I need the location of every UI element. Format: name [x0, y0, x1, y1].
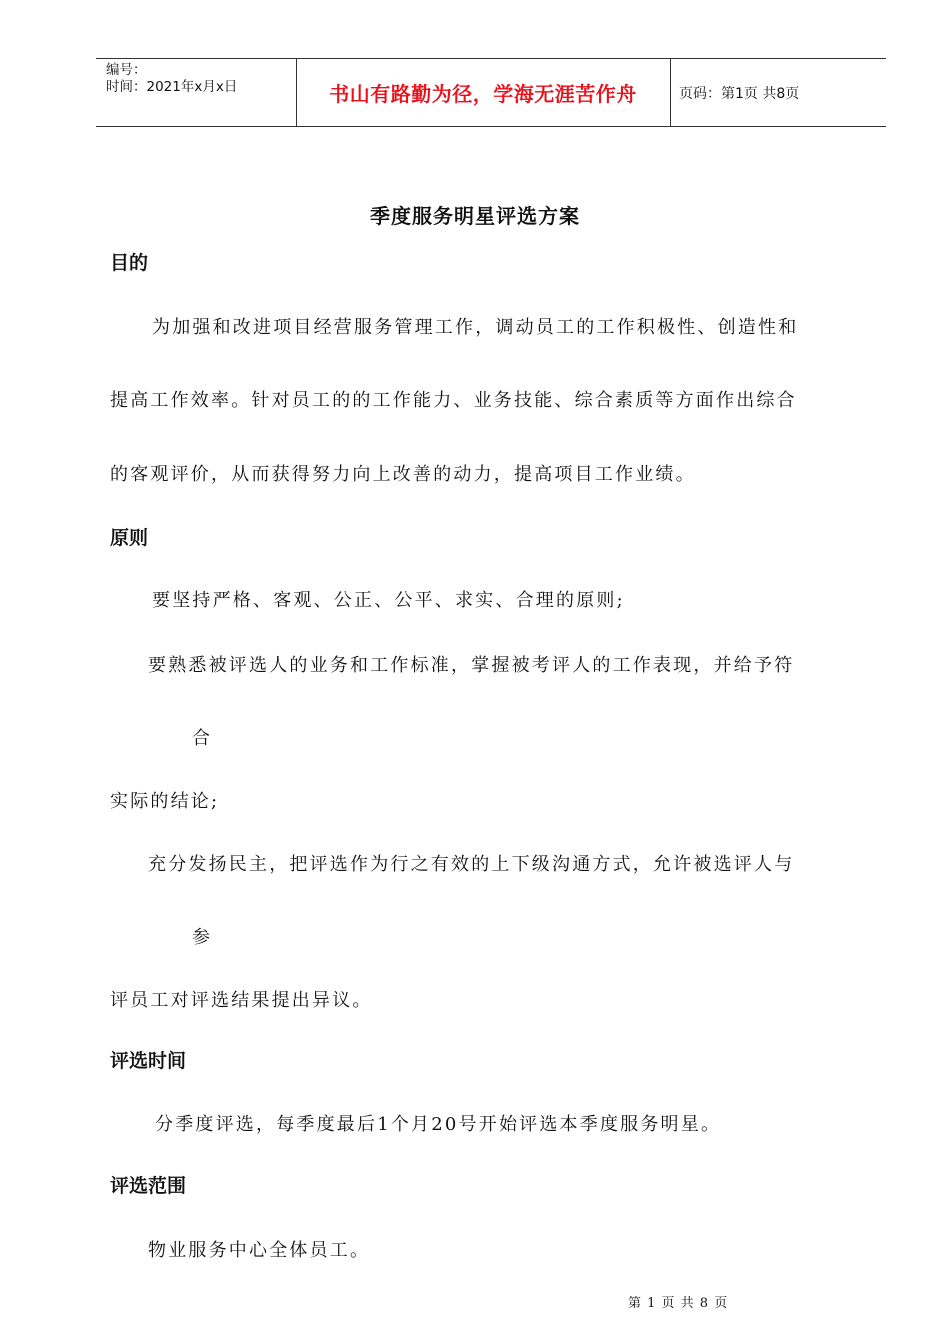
section-heading-time: 评选时间 [110, 1050, 187, 1072]
header-page-label: 页码：第1页 共8页 [679, 85, 800, 102]
paragraph-line: 参 [192, 927, 213, 948]
paragraph-line: 要熟悉被评选人的业务和工作标准，掌握被考评人的工作表现，并给予符 [148, 655, 795, 676]
section-heading-purpose: 目的 [110, 252, 149, 274]
document-time-label: 时间：2021年x月x日 [106, 79, 238, 95]
header-info-cell [96, 59, 297, 126]
section-heading-principle: 原则 [110, 527, 149, 549]
document-title: 季度服务明星评选方案 [370, 204, 580, 228]
document-number-label: 编号： [106, 62, 147, 78]
paragraph-line: 实际的结论; [110, 791, 220, 812]
page-footer: 第 1 页 共 8 页 [628, 1296, 729, 1311]
paragraph-line: 物业服务中心全体员工。 [148, 1240, 371, 1261]
paragraph-line: 充分发扬民主，把评选作为行之有效的上下级沟通方式，允许被选评人与 [148, 854, 795, 875]
page-header [96, 58, 886, 127]
paragraph-line: 要坚持严格、客观、公正、公平、求实、合理的原则; [152, 590, 625, 611]
header-motto: 书山有路勤为径，学海无涯苦作舟 [329, 82, 637, 106]
paragraph-line: 为加强和改进项目经营服务管理工作，调动员工的工作积极性、创造性和 [152, 317, 799, 338]
paragraph-line: 评员工对评选结果提出异议。 [110, 990, 373, 1011]
header-page-cell [671, 59, 886, 126]
paragraph-line: 合 [192, 728, 213, 749]
header-motto-cell [296, 59, 671, 126]
paragraph-line: 的客观评价，从而获得努力向上改善的动力，提高项目工作业绩。 [110, 464, 696, 485]
paragraph-line: 提高工作效率。针对员工的的工作能力、业务技能、综合素质等方面作出综合 [110, 390, 797, 411]
paragraph-line: 分季度评选，每季度最后1个月20号开始评选本季度服务明星。 [155, 1114, 722, 1135]
section-heading-scope: 评选范围 [110, 1175, 187, 1197]
